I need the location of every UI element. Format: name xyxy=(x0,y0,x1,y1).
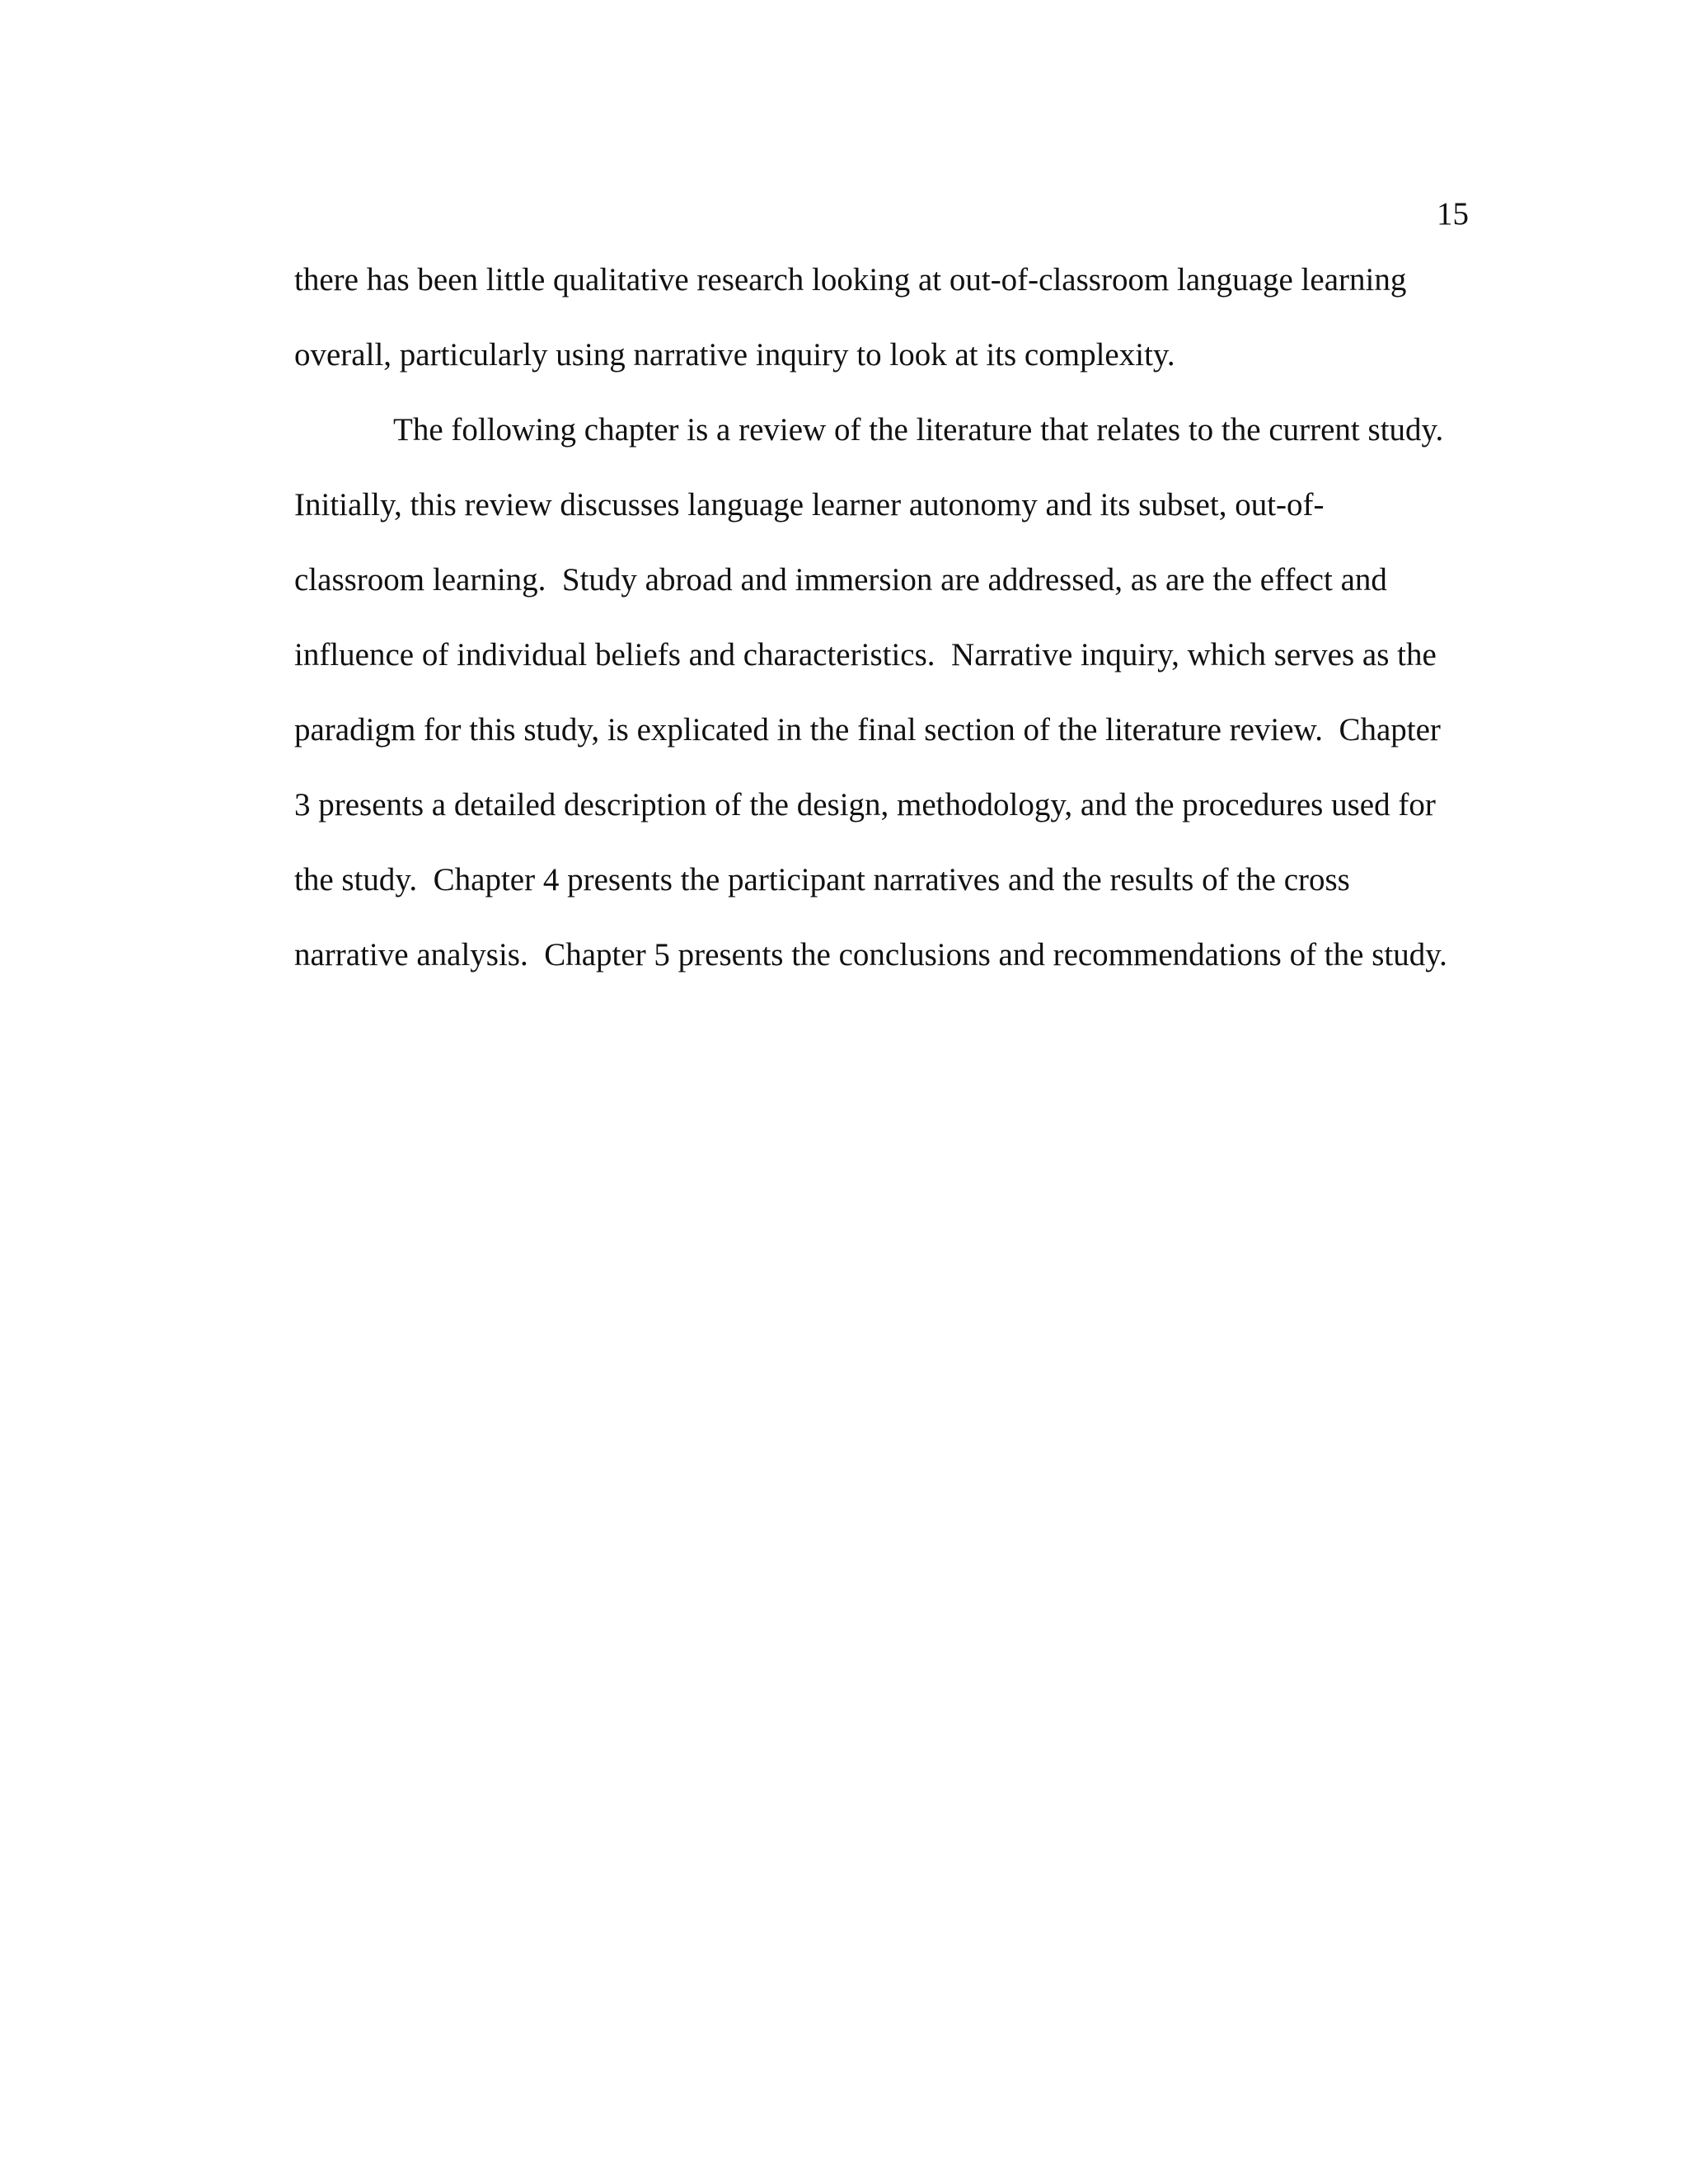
text-line: the study. Chapter 4 presents the participant narratives and the results of the cross xyxy=(294,862,1350,898)
text-line: there has been little qualitative research looking at out-of-classroom language learning xyxy=(294,262,1407,298)
text-line-indented: The following chapter is a review of the literature that relates to the current study. xyxy=(393,412,1444,448)
text-line: classroom learning. Study abroad and immersion are addressed, as are the effect and xyxy=(294,562,1387,598)
text-line: overall, particularly using narrative inquiry to look at its complexity. xyxy=(294,337,1175,373)
body-text xyxy=(294,255,1469,1005)
page-number: 15 xyxy=(1437,196,1469,232)
paragraph-chapter-overview xyxy=(294,405,1469,1005)
text-line: Initially, this review discusses language learner autonomy and its subset, out-of- xyxy=(294,487,1325,523)
text-line: paradigm for this study, is explicated in the final section of the literature review. Chapter xyxy=(294,712,1441,748)
text-line: influence of individual beliefs and characteristics. Narrative inquiry, which serves as the xyxy=(294,637,1437,673)
text-line: 3 presents a detailed description of the design, methodology, and the procedures used for xyxy=(294,787,1436,823)
paragraph-continuation xyxy=(294,255,1469,405)
text-line: narrative analysis. Chapter 5 presents the conclusions and recommendations of the study. xyxy=(294,937,1447,972)
